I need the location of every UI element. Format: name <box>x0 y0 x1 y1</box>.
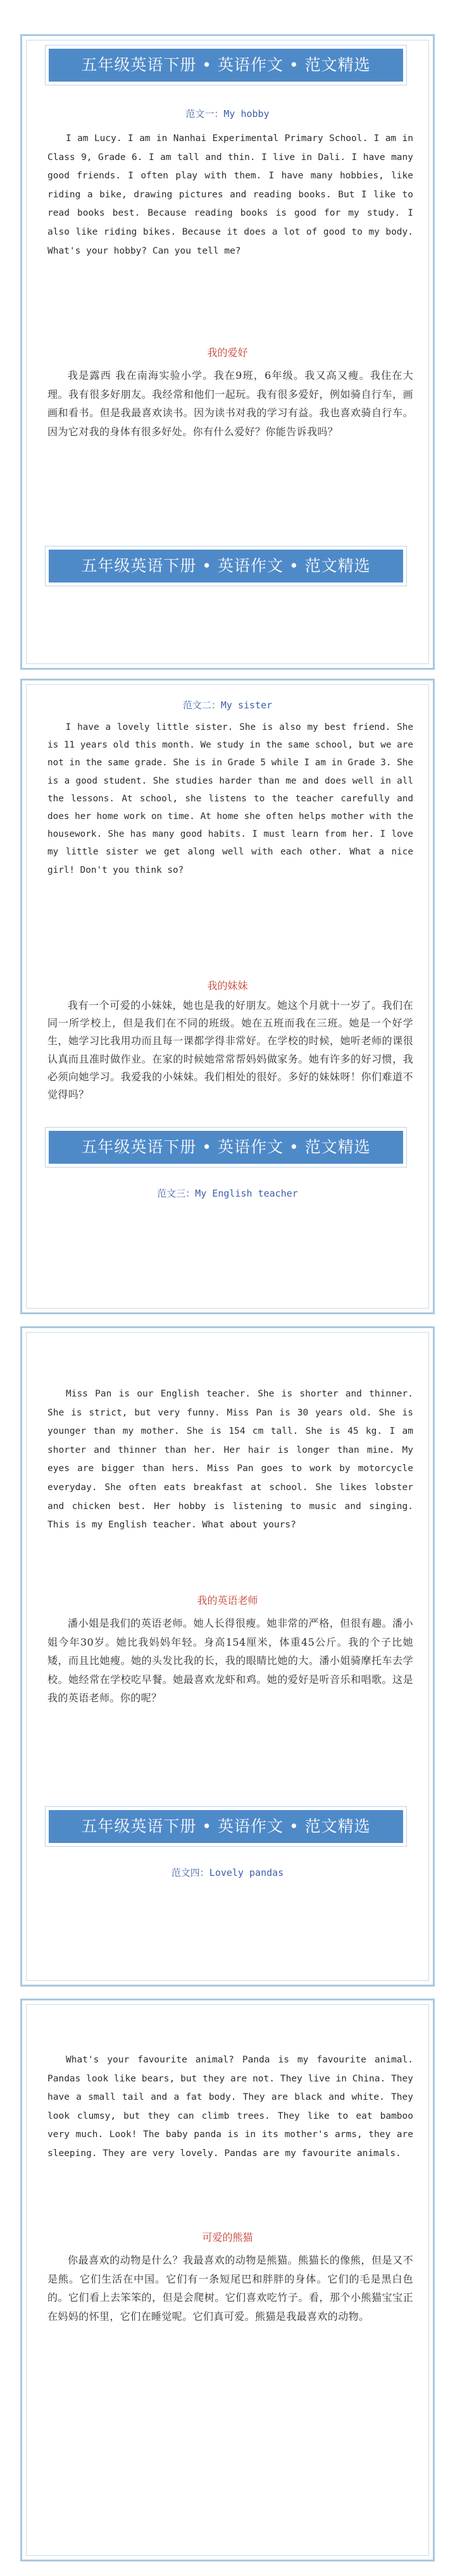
essay-card-3 <box>20 1326 435 1987</box>
essay-paragraph-en: Miss Pan is our English teacher. She is shorter and thinner. She is strict, but very funny. Miss Pan is 30 years old. She is younger than my mother. She is 154 cm tall. She is 45 kg. I am shorter and thinner than her. Her hair is longer than mine. My eyes are bigger than hers. Miss Pan goes to work by motorcycle everyday. She often eats breakfast at school. She likes lobster and chicken best. Her hobby is listening to music and singing. This is my English teacher. What about yours? <box>47 1389 413 1531</box>
essay-card-4 <box>20 1999 435 2561</box>
essay-paragraph-cn: 你最喜欢的动物是什么？我最喜欢的动物是熊猫。熊猫长的像熊，但是又不是熊。它们生活在中国。它们有一条短尾巴和胖胖的身体。它们的毛是黑白色的。它们看上去笨笨的，但是会爬树。它们喜欢吃竹子。看，那个小熊猫宝宝正在妈妈的怀里，它们在睡觉呢。它们真可爱。熊猫是我最喜欢的动物。 <box>47 2254 413 2322</box>
essay-title-cn: 可爱的熊猫 <box>202 2231 253 2243</box>
essay-title-cn: 我的妹妹 <box>207 980 248 992</box>
essay-title-en: 范文三：My English teacher <box>157 1188 298 1199</box>
essay-paragraph-en: I am Lucy. I am in Nanhai Experimental Primary School. I am in Class 9, Grade 6. I am tall and thin. I live in Dali. I have many good friends. I often play with them. I have many hobbies, like riding a bike, drawing pictures and reading books. But I like to read books best. Because reading books is good for my study. I also like riding bikes. Because it does a lot of good to my body. What's your hobby? Can you tell me? <box>47 133 413 256</box>
essay-paragraph-cn: 我有一个可爱的小妹妹，她也是我的好朋友。她这个月就十一岁了。我们在同一所学校上，但是我们在不同的班级。她在五班而我在三班。她是一个好学生，她学习比我用功而且每一课都学得非常好。在学校的时候，她听老师的课很认真而且准时做作业。在家的时候她常常帮妈妈做家务。她有许多的好习惯，我必须向她学习。我爱我的小妹妹。我们相处的很好。多好的妹妹呀！你们难道不觉得吗？ <box>47 999 413 1101</box>
essay-card-1 <box>20 34 435 670</box>
essay-paragraph-cn: 潘小姐是我们的英语老师。她人长得很瘦。她非常的严格，但很有趣。潘小姐今年30岁。她比我妈妈年轻。身高154厘米，体重45公斤。我的个子比她矮，而且比她瘦。她的头发比我的长，我的眼睛比她的大。潘小姐骑摩托车去学校。她经常在学校吃早餐。她最喜欢龙虾和鸡。她的爱好是听音乐和唱歌。这是我的英语老师。你的呢？ <box>47 1617 413 1704</box>
title-banner: 五年级英语下册 • 英语作文 • 范文精选 <box>49 550 403 582</box>
essay-title-cn: 我的爱好 <box>207 347 248 359</box>
essay-card-2 <box>20 679 435 1314</box>
title-banner: 五年级英语下册 • 英语作文 • 范文精选 <box>49 1131 403 1164</box>
essay-title-en: 范文二：My sister <box>182 699 273 711</box>
essay-paragraph-en: What's your favourite animal? Panda is my favourite animal. Pandas look like bears, but they are not. They live in China. They have a small tail and a fat body. They are black and white. They look clumsy, but they can climb trees. They like to eat bamboo very much. Look! The baby panda is in its mother's arms, they are sleeping. They are very lovely. Pandas are my favourite animals. <box>47 2055 413 2159</box>
title-banner: 五年级英语下册 • 英语作文 • 范文精选 <box>49 1810 403 1843</box>
essay-paragraph-en: I have a lovely little sister. She is also my best friend. She is 11 years old this month. We study in the same school, but we are not in the same grade. She is in Grade 5 while I am in Grade 3. She is a good student. She studies harder than me and does well in all the lessons. At school, she listens to the teacher carefully and does her home work on time. At home she often helps mother with the housework. She has many good habits. I must learn from her. I love my little sister we get along well with each other. What a nice girl! Don't you think so? <box>47 722 413 875</box>
essay-paragraph-cn: 我是露西 我在南海实验小学。我在9班，6年级。我又高又瘦。我住在大理。我有很多好朋友。我经常和他们一起玩。我有很多爱好，例如骑自行车，画画和看书。但是我最喜欢读书。因为读书对我的学习有益。我也喜欢骑自行车。因为它对我的身体有很多好处。你有什么爱好？你能告诉我吗？ <box>47 369 413 438</box>
essay-title-en: 范文一：My hobby <box>185 108 270 120</box>
title-banner: 五年级英语下册 • 英语作文 • 范文精选 <box>49 49 403 82</box>
essay-title-cn: 我的英语老师 <box>197 1594 258 1606</box>
essay-title-en: 范文四：Lovely pandas <box>171 1867 284 1878</box>
